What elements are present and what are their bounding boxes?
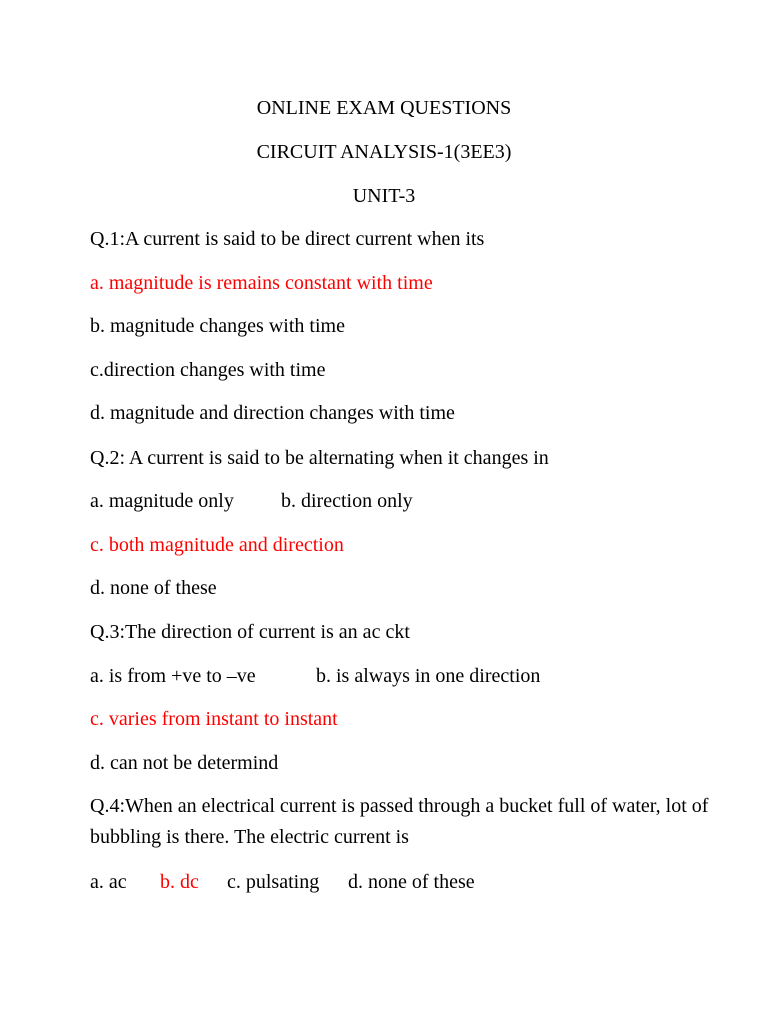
question-3-options-row [90, 664, 690, 688]
document-unit: UNIT-3 [352, 185, 416, 207]
question-1-option-a: a. magnitude is remains constant with time [90, 272, 433, 294]
question-3-option-c: c. varies from instant to instant [90, 708, 338, 730]
question-3-text: Q.3:The direction of current is an ac ckt [90, 621, 410, 643]
question-3-option-b: b. is always in one direction [316, 665, 541, 687]
question-1-option-d: d. magnitude and direction changes with time [90, 402, 455, 424]
question-2-text: Q.2: A current is said to be alternating when it changes in [90, 447, 549, 469]
document-title: ONLINE EXAM QUESTIONS [256, 97, 512, 119]
question-3-option-d: d. can not be determind [90, 752, 279, 774]
question-2-options-row [90, 489, 690, 513]
question-4-text: Q.4:When an electrical current is passed through a bucket full of water, lot of bubbling is there. The electric current is [90, 795, 709, 848]
question-1-option-c: c.direction changes with time [90, 359, 326, 381]
question-2-option-a: a. magnitude only [90, 490, 234, 512]
question-4-option-b: b. dc [160, 871, 199, 893]
question-3-option-a: a. is from +ve to –ve [90, 665, 256, 687]
question-4-option-a: a. ac [90, 871, 127, 893]
question-4-option-c: c. pulsating [227, 871, 320, 893]
question-4-options-row [90, 870, 690, 894]
question-4-option-d: d. none of these [348, 871, 475, 893]
question-2-option-b: b. direction only [281, 490, 413, 512]
question-2-option-c: c. both magnitude and direction [90, 534, 344, 556]
question-2-option-d: d. none of these [90, 577, 217, 599]
document-subject: CIRCUIT ANALYSIS-1(3EE3) [256, 141, 512, 163]
question-1-text: Q.1:A current is said to be direct current when its [90, 228, 485, 250]
question-1-option-b: b. magnitude changes with time [90, 315, 345, 337]
